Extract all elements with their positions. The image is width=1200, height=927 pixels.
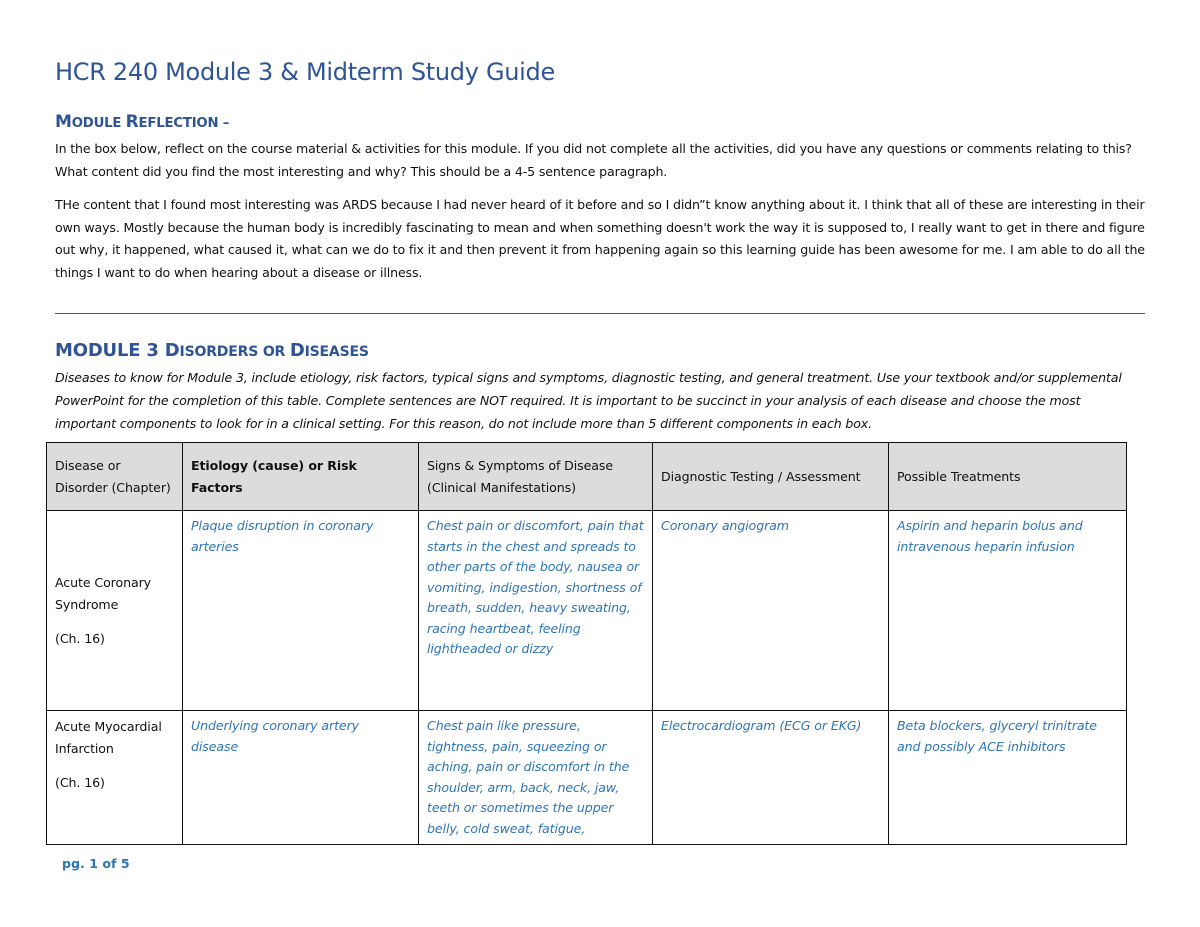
header-treatments: Possible Treatments xyxy=(889,443,1127,511)
header-disease: Disease or Disorder (Chapter) xyxy=(47,443,183,511)
heading-part: ISEASES xyxy=(304,344,369,360)
heading-part: ODULE xyxy=(71,116,126,131)
table-header-row xyxy=(47,443,1127,511)
diagnostic-cell[interactable]: Coronary angiogram xyxy=(653,511,889,711)
module-reflection-heading xyxy=(55,112,229,132)
module-diseases-heading xyxy=(55,340,369,361)
heading-part: EFLECTION – xyxy=(138,116,230,131)
table-row xyxy=(47,511,1127,711)
heading-part: D xyxy=(289,340,305,361)
heading-part: MODULE 3 xyxy=(55,340,165,361)
page-number: pg. 1 of 5 xyxy=(62,856,130,871)
etiology-cell[interactable]: Plaque disruption in coronary arteries xyxy=(183,511,419,711)
table-instructions: Diseases to know for Module 3, include etiology, risk factors, typical signs and symptoms, diagnostic testing, and general treatment. Use your textbook and/or supplemental PowerPoint for the completion of this table. Complete sentences are NOT required. It is important to be succinct in your analysis of each disease and choose the most important components to look for in a clinical setting. For this reason, do not include more than 5 different components in each box. xyxy=(55,370,1122,431)
signs-cell[interactable]: Chest pain or discomfort, pain that starts in the chest and spreads to other parts of the body, nausea or vomiting, indigestion, shortness of breath, sudden, heavy sweating, racing heartbeat, feeling lightheaded or dizzy xyxy=(419,511,653,711)
heading-part: M xyxy=(55,112,72,132)
section-divider xyxy=(55,313,1145,314)
disease-chapter: (Ch. 16) xyxy=(55,630,105,646)
disease-name: Acute Myocardial Infarction xyxy=(55,719,162,756)
table-row xyxy=(47,711,1127,845)
disease-name: Acute Coronary Syndrome xyxy=(55,574,152,612)
disease-cell xyxy=(47,711,183,845)
header-signs: Signs & Symptoms of Disease (Clinical Manifestations) xyxy=(419,443,653,511)
reflection-answer: THe content that I found most interesting was ARDS because I had never heard of it before and so I didn”t know anything about it. I think that all of these are interesting in their own ways. Mostly because the human body is incredibly fascinating to mean and when something doesn't work the way it is supposed to, I really want to get in there and figure out why, it happened, what caused it, what can we do to fix it and then prevent it from happening again so this learning guide has been awesome for me. I am able to do all the things I want to do when hearing about a disease or illness. xyxy=(55,197,1145,280)
header-diagnostic: Diagnostic Testing / Assessment xyxy=(653,443,889,511)
disease-cell xyxy=(47,511,183,711)
signs-cell[interactable]: Chest pain like pressure, tightness, pain, squeezing or aching, pain or discomfort in the shoulder, arm, back, neck, jaw, teeth or sometimes the upper belly, cold sweat, fatigue, xyxy=(419,711,653,845)
heading-part: R xyxy=(125,112,139,132)
heading-part: ISORDERS OR xyxy=(179,344,290,360)
reflection-prompt: In the box below, reflect on the course material & activities for this module. If you did not complete all the activities, did you have any questions or comments relating to this? What content did you find the most interesting and why? This should be a 4-5 sentence paragraph. xyxy=(55,141,1132,179)
heading-part: D xyxy=(164,340,180,361)
page-title: HCR 240 Module 3 & Midterm Study Guide xyxy=(55,58,555,86)
treatments-cell[interactable]: Aspirin and heparin bolus and intravenous heparin infusion xyxy=(889,511,1127,711)
disease-chapter: (Ch. 16) xyxy=(55,775,105,790)
disease-table xyxy=(46,442,1127,845)
treatments-cell[interactable]: Beta blockers, glyceryl trinitrate and possibly ACE inhibitors xyxy=(889,711,1127,845)
header-etiology: Etiology (cause) or Risk Factors xyxy=(183,443,419,511)
diagnostic-cell[interactable]: Electrocardiogram (ECG or EKG) xyxy=(653,711,889,845)
etiology-cell[interactable]: Underlying coronary artery disease xyxy=(183,711,419,845)
